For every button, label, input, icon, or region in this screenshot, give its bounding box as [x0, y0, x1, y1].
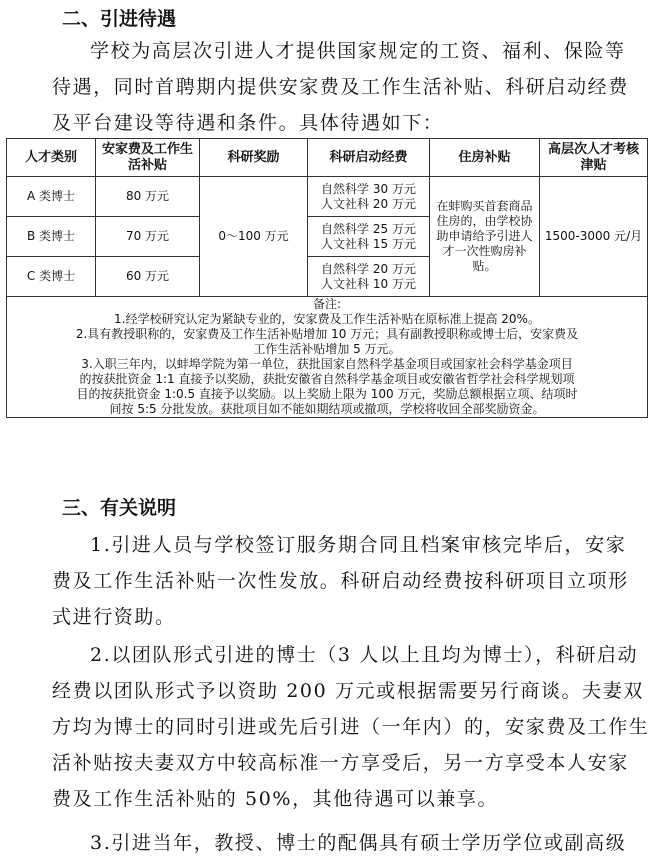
startup-cell — [308, 257, 430, 297]
benefits-table — [6, 138, 648, 418]
paragraph-line: 待遇，同时首聘期内提供安家费及工作生活补贴、科研启动经费 — [52, 76, 629, 98]
table-row — [7, 177, 648, 217]
paragraph-line: 及平台建设等待遇和条件。具体待遇如下： — [52, 112, 444, 134]
header-category: 人才类别 — [7, 139, 96, 177]
paragraph-line: 费及工作生活补贴的 50%，其他待遇可以兼享。 — [52, 788, 499, 810]
note-line: 工作生活补贴增加 5 万元。 — [253, 342, 401, 356]
housing-cell: 在蚌购买首套商品住房的，由学校协助申请给予引进人才一次性购房补贴。 — [430, 177, 540, 297]
settlement-cell: 60 万元 — [96, 257, 200, 297]
header-allowance: 高层次人才考核津贴 — [540, 139, 648, 177]
startup-humanities: 人文社科 10 万元 — [321, 276, 416, 291]
table-header-row — [7, 139, 648, 177]
startup-science: 自然科学 25 万元 — [321, 221, 416, 236]
settlement-cell: 80 万元 — [96, 177, 200, 217]
category-cell: A 类博士 — [7, 177, 96, 217]
paragraph-line: 1.引进人员与学校签订服务期合同且档案审核完毕后，安家 — [90, 534, 627, 556]
paragraph-line: 费及工作生活补贴一次性发放。科研启动经费按科研项目立项形 — [52, 570, 629, 592]
paragraph-line: 学校为高层次引进人才提供国家规定的工资、福利、保险等 — [90, 40, 626, 62]
paragraph-line: 方均为博士的同时引进或先后引进（一年内）的，安家费及工作生 — [52, 716, 650, 738]
header-housing: 住房补贴 — [430, 139, 540, 177]
startup-science: 自然科学 20 万元 — [321, 261, 416, 276]
note-line: 2.具有教授职称的，安家费及工作生活补贴增加 10 万元；具有副教授职称或博士后，安家费及 — [75, 327, 579, 341]
note-line: 的按获批资金 1:1 直接予以奖励，获批安徽省自然科学基金项目或安徽省哲学社会科学规划项 — [79, 372, 575, 386]
settlement-cell: 70 万元 — [96, 217, 200, 257]
startup-science: 自然科学 30 万元 — [321, 181, 416, 196]
paragraph-line: 2.以团队形式引进的博士（3 人以上且均为博士），科研启动 — [90, 644, 639, 666]
header-research-award: 科研奖励 — [200, 139, 308, 177]
section-3-heading: 三、有关说明 — [62, 497, 177, 519]
paragraph-line: 活补贴按夫妻双方中较高标准一方享受后，另一方享受本人安家 — [52, 752, 629, 774]
startup-cell — [308, 177, 430, 217]
startup-humanities: 人文社科 15 万元 — [321, 236, 416, 251]
note-line: 3.入职三年内，以蚌埠学院为第一单位，获批国家自然科学基金项目或国家社会科学基金项目 — [81, 357, 573, 371]
category-cell: B 类博士 — [7, 217, 96, 257]
allowance-cell: 1500-3000 元/月 — [540, 177, 648, 297]
startup-cell — [308, 217, 430, 257]
section-2-heading: 二、引进待遇 — [62, 8, 177, 30]
table-notes-row — [7, 297, 648, 418]
paragraph-line: 经费以团队形式予以资助 200 万元或根据需要另行商谈。夫妻双 — [52, 680, 644, 702]
note-line: 间按 5:5 分批发放。获批项目如不能如期结项或撤项，学校将收回全部奖励资金。 — [109, 402, 545, 416]
notes-title: 备注: — [312, 297, 342, 311]
notes-cell — [7, 297, 648, 418]
header-settlement: 安家费及工作生活补贴 — [96, 139, 200, 177]
category-cell: C 类博士 — [7, 257, 96, 297]
paragraph-line: 3.引进当年，教授、博士的配偶具有硕士学历学位或副高级 — [90, 832, 627, 854]
startup-humanities: 人文社科 20 万元 — [321, 196, 416, 211]
note-line: 1.经学校研究认定为紧缺专业的，安家费及工作生活补贴在原标准上提高 20%。 — [114, 312, 540, 326]
research-award-cell: 0～100 万元 — [200, 177, 308, 297]
header-startup-funds: 科研启动经费 — [308, 139, 430, 177]
note-line: 目的按获批资金 1:0.5 直接予以奖励。以上奖励上限为 100 万元，奖励总额根据立项、结项时 — [76, 387, 578, 401]
paragraph-line: 式进行资助。 — [52, 606, 176, 628]
